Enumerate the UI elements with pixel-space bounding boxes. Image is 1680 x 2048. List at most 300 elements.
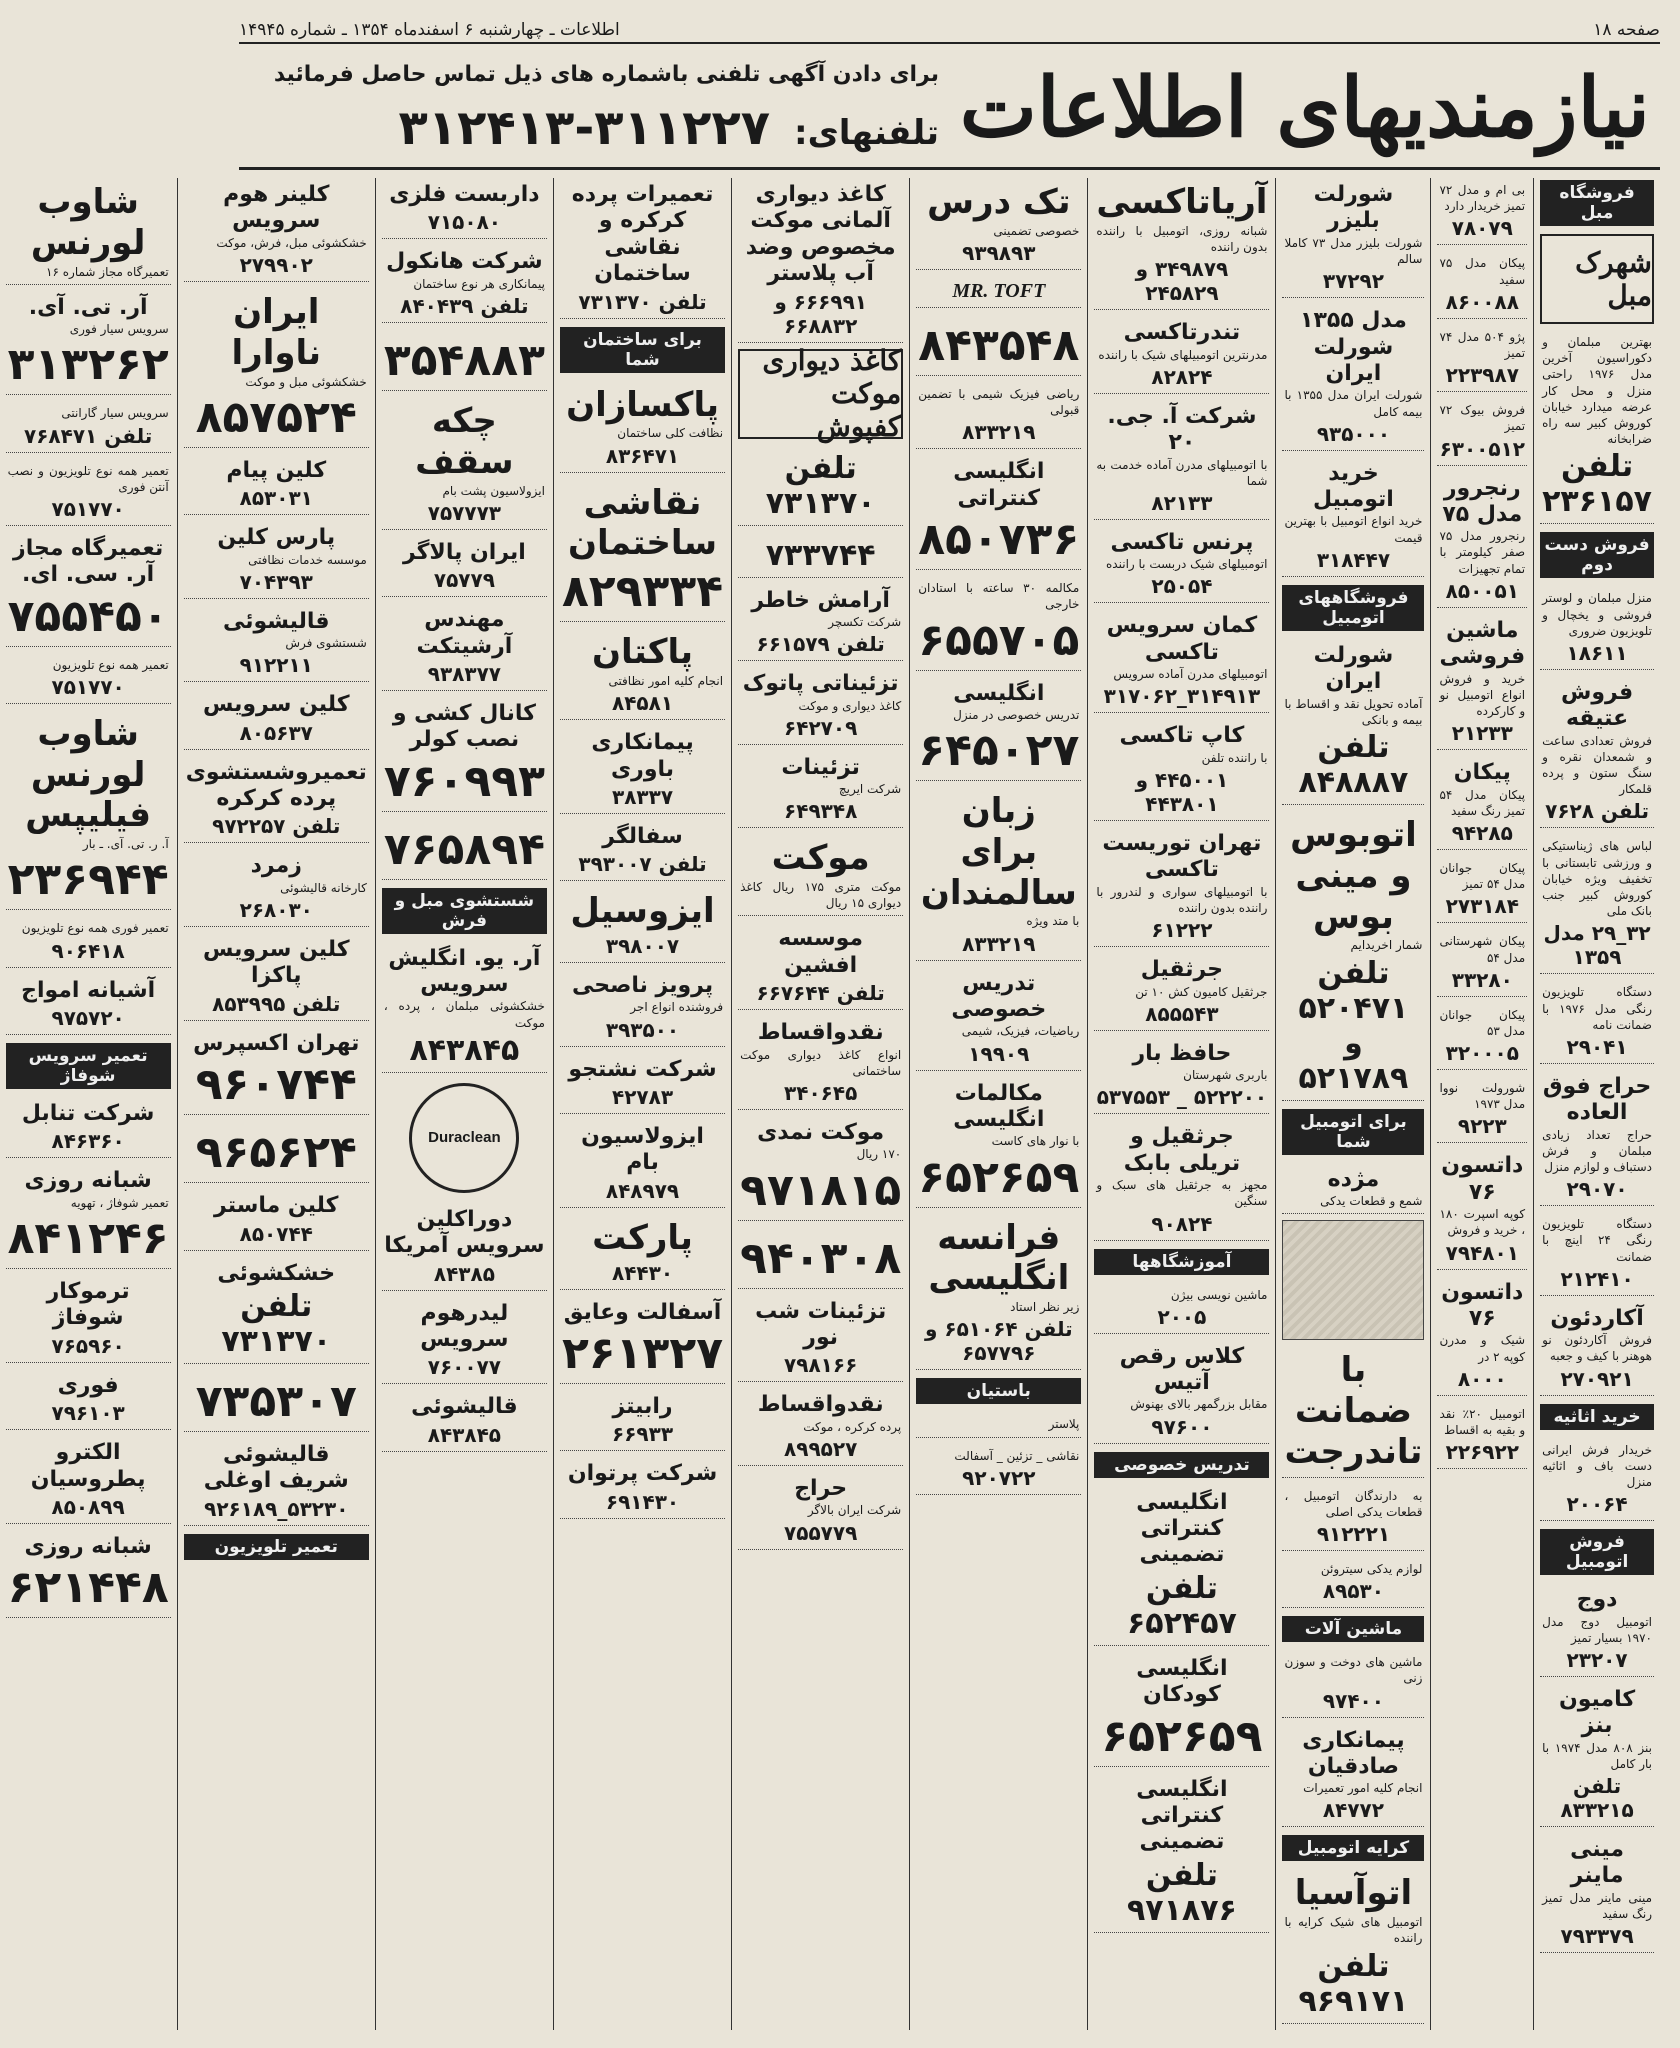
ad-body: شورلت ایران مدل ۱۳۵۵ با بیمه کامل: [1284, 388, 1423, 419]
classified-ad: [1094, 1340, 1269, 1444]
classified-ad: [738, 834, 903, 916]
ad-phone: ۷۵۱۷۷۰: [51, 496, 125, 521]
classified-ad: [1094, 1120, 1269, 1240]
ad-heading: جرثقیل و تریلی بابک: [1123, 1124, 1241, 1176]
ad-latin-text: MR. TOFT: [916, 276, 1081, 308]
ad-heading: نقدواقساط: [757, 1392, 884, 1418]
classified-ad: [184, 688, 369, 749]
ad-heading: ماشین فروشی: [1439, 617, 1526, 670]
ad-heading: پاکتان: [592, 632, 694, 673]
ad-phone: ۳۳۲۸۰: [1451, 967, 1513, 992]
classified-ad: [1437, 756, 1527, 850]
ad-phone: ۷۹۴۸۰۱: [1445, 1240, 1519, 1265]
phones-label: تلفنهای:: [794, 113, 939, 153]
classified-ad: [916, 382, 1081, 449]
ad-phone: ۲۳۲۰۷: [1566, 1647, 1628, 1672]
ad-phone: تلفن ۷۶۲۸: [1545, 799, 1649, 824]
ad-heading: داربست فلزی: [389, 182, 540, 207]
ad-logo: شهرک مبل: [1540, 234, 1654, 324]
category-header: فروش اتومبیل: [1540, 1529, 1654, 1575]
ad-body: بی ام و مدل ۷۲ تمیز خریدار دارد: [1439, 183, 1526, 214]
ad-body: پیکان جوانان مدل ۵۴ تمیز: [1439, 860, 1526, 892]
classified-ad: [6, 1436, 171, 1524]
ad-phone: تلفن ۹۷۲۲۵۷: [212, 814, 341, 839]
ad-heading: داتسون ۷۶: [1441, 1279, 1524, 1331]
classified-ad: [560, 479, 725, 623]
ad-heading: کلین پیام: [226, 457, 327, 483]
ad-phone: ۷۵۷۷۹: [433, 568, 495, 593]
classified-ad: [1094, 178, 1269, 310]
ad-phone: ۶۵۲۶۵۹: [1101, 1710, 1263, 1762]
ad-phone: تلفن ۷۶۸۴۷۱: [23, 423, 153, 448]
ad-body: با اتومبیلهای سواری و لندرور با راننده بدون راننده: [1096, 884, 1268, 915]
ad-phone: ۲۷۹۹۰۲: [239, 252, 313, 277]
ad-heading: پرنس تاکسی: [1110, 529, 1254, 555]
classified-ad: [6, 916, 171, 967]
ad-phone: ۶۵۵۷۰۵: [918, 614, 1080, 666]
ad-phone: ۳۹۸۰۰۷: [605, 934, 680, 959]
ad-body: پیکان مدل ۵۴ تمیز رنگ سفید: [1439, 787, 1526, 818]
ad-phone: ۲۹۰۴۱: [1566, 1034, 1628, 1059]
classified-ad: [382, 942, 547, 1073]
ad-phone: ۲۰۰۶۴: [1566, 1492, 1628, 1517]
ad-phone: ۸۶۰۰۸۸: [1445, 289, 1519, 314]
ad-phone: ۲۰۰۵: [1157, 1304, 1207, 1329]
ad-body: ماشین نویسی بیژن: [1170, 1287, 1268, 1302]
ad-heading: انگلیسی کودکان: [1136, 1655, 1228, 1708]
classified-ad: [916, 455, 1081, 570]
classified-ad: [184, 1121, 369, 1183]
ad-phone: ۷۵۱۷۷۰: [51, 674, 125, 699]
classified-ad: [1540, 1212, 1654, 1296]
ad-columns: [7, 178, 1660, 2030]
ad-phone: تلفن ۸۵۳۹۹۵: [212, 991, 341, 1016]
classified-ad: [184, 756, 369, 844]
ad-phone: ۷۶۵۸۹۴: [383, 823, 545, 875]
ad-heading: مینی ماینر: [1570, 1837, 1624, 1889]
ad-heading: آر. یو. انگلیش سرویس: [388, 945, 541, 998]
ad-heading: کامیون بنز: [1558, 1686, 1636, 1739]
ad-body: منزل مبلمان و لوستر فروشی و یخچال و تلویزیون ضروری: [1542, 591, 1652, 638]
category-header: کرایه اتومبیل: [1282, 1835, 1424, 1861]
ad-phone: ۸۹۵۳۰: [1322, 1579, 1384, 1604]
classified-ad: [184, 933, 369, 1021]
classified-ad: [560, 381, 725, 473]
classified-ad: [1282, 1484, 1424, 1551]
ad-body: فروش بیوک ۷۲ تمیز: [1439, 403, 1526, 434]
ad-phone: ۸۲۱۳۳: [1151, 490, 1213, 515]
ad-phone: ۹۲۲۳: [1457, 1114, 1507, 1139]
ad-phone: ۶۱۲۲۲: [1151, 918, 1213, 943]
ad-heading: کاپ تاکسی: [1119, 723, 1245, 749]
ad-heading: تزئیناتی پاتوک: [742, 671, 899, 697]
ad-body: پژو ۵۰۴ مدل ۷۴ تمیز: [1439, 329, 1526, 360]
ad-heading: ایزولاسیون بام: [581, 1124, 704, 1176]
ad-phone: تلفن ۶۶۷۶۴۴: [756, 981, 885, 1006]
ad-body: فروش آکاردئون نو هوهنر با کیف و جعبه: [1542, 1333, 1652, 1364]
classified-ad: [1282, 1163, 1424, 1215]
ad-body: با راننده تلفن: [1201, 750, 1268, 765]
ad-body: ریاضی فیزیک شیمی با تضمین قبولی: [918, 386, 1080, 418]
ad-phone: تلفن ۷۳۱۳۷۰: [578, 289, 707, 314]
ad-phone: ۸۹۹۵۲۷: [784, 1436, 858, 1461]
classified-ad: [382, 178, 547, 239]
ad-phone: ۸۵۷۵۲۴: [195, 391, 357, 443]
classified-ad: [6, 1530, 171, 1618]
classified-ad: [738, 532, 903, 578]
ad-body: اتومبیل دوج مدل ۱۹۷۰ بسیار تمیز: [1542, 1614, 1652, 1645]
ad-heading: تهران توریست تاکسی: [1102, 831, 1262, 883]
ad-phone: ۷۹۳۳۷۹: [1560, 1924, 1634, 1949]
ad-phone: ۹۱۲۲۲۱: [1316, 1521, 1391, 1546]
ad-column: [0, 178, 177, 2030]
ad-heading: مژده: [1327, 1166, 1380, 1192]
ad-column: [1430, 178, 1533, 2030]
classified-ad: [916, 1214, 1081, 1371]
ad-heading: آرامش خاطر: [751, 587, 890, 613]
category-header: باستیان: [916, 1378, 1081, 1404]
ad-body: مدرنترین اتومبیلهای شیک با راننده: [1098, 347, 1268, 362]
classified-ad: [6, 178, 171, 285]
ad-body: اتومبیل های شیک کرایه با راننده: [1284, 1915, 1423, 1946]
classified-ad: [1437, 1402, 1527, 1469]
classified-ad: [184, 605, 369, 683]
ad-phone: تلفن ۸۴۰۴۳۹: [400, 293, 529, 318]
ad-heading: شبانه روزی: [24, 1533, 152, 1559]
classified-ad: [382, 245, 547, 323]
ad-heading: با ضمانت تاندرجت: [1284, 1350, 1423, 1472]
ad-heading: کلین ماستر: [214, 1193, 339, 1219]
classified-ad: [916, 787, 1081, 961]
category-header: فروشگاه مبل: [1540, 180, 1654, 226]
ad-phone: ۸۴۴۳۰: [612, 1260, 674, 1285]
classified-ad: [1540, 980, 1654, 1064]
ad-phone: تلفن ۹۷۱۸۷۶: [1126, 1857, 1237, 1928]
classified-ad: [738, 922, 903, 1010]
ad-phone: ۶۲۱۴۴۸: [7, 1562, 169, 1614]
ad-phone: ۹۰۸۲۴: [1151, 1211, 1213, 1236]
classified-ad: [1540, 1583, 1654, 1677]
ad-phone: ۸۳۶۴۷۱: [605, 443, 680, 468]
ad-phone: ۸۲۸۲۴: [1151, 364, 1213, 389]
ad-column: [1533, 178, 1660, 2030]
ad-body: ماشین های دوخت و سوزن زنی: [1284, 1655, 1423, 1686]
masthead: [239, 52, 1660, 170]
ad-heading: پیمانکاری صادقیان: [1302, 1727, 1405, 1779]
ad-phone: ۸۰۵۶۳۷: [239, 720, 313, 745]
ad-body: بهترین مبلمان و دکوراسیون آخرین مدل ۱۹۷۶ راحتی منزل و محل کار عرضه میدارد خیابان کوروش کبیر سه راه ضرابخانه: [1542, 335, 1652, 447]
classified-ad: [560, 1120, 725, 1208]
classified-ad: [6, 291, 171, 396]
ad-body: حراج تعداد زیادی مبلمان و فرش دستباف و لوازم منزل: [1542, 1127, 1652, 1175]
ad-body: کوپه اسپرت ۱۸۰ ، خرید و فروش: [1439, 1207, 1526, 1238]
classified-ad: [1282, 1346, 1424, 1477]
ad-body: خریدار فرش ایرانی دست باف و اثاثیه منزل: [1542, 1442, 1652, 1489]
ad-heading: ایزوسیل: [570, 891, 715, 932]
ad-phone: ۸۰۰۰: [1457, 1366, 1507, 1391]
classified-ad: [382, 818, 547, 880]
ad-phone: ۶۹۱۴۳۰: [605, 1489, 680, 1514]
ad-heading: فرانسه انگلیسی: [928, 1217, 1070, 1299]
ad-phone: ۸۴۵۸۱: [612, 691, 674, 716]
ad-phone: ۶۴۲۷۰۹: [784, 715, 858, 740]
ad-heading: زبان برای سالمندان: [920, 791, 1077, 913]
ad-heading: کانال کشی و نصب کولر: [392, 700, 536, 753]
classified-ad: [1282, 178, 1424, 298]
ad-heading: سفالگر: [602, 823, 683, 849]
ad-column: [177, 178, 375, 2030]
classified-ad: [1282, 304, 1424, 451]
classified-ad: [738, 1016, 903, 1110]
top-strip: [239, 18, 1660, 44]
ad-heading: تعمیرگاه مجاز آر. سی. ای.: [13, 535, 164, 588]
ad-phone: ۷۵۷۷۷۳: [427, 500, 501, 525]
ad-heading: آریاتاکسی: [1096, 182, 1268, 222]
phones-numbers: ۳۱۲۴۱۳-۳۱۱۲۲۷: [398, 100, 771, 156]
ad-body: مینی ماینر مدل تمیز رنگ سفید: [1542, 1890, 1652, 1922]
ad-body: شرکت تکسچر: [828, 614, 902, 629]
ad-phone: ۶۴۹۳۴۸: [784, 799, 858, 824]
ad-phone: ۲۱۲۴۱۰: [1560, 1266, 1634, 1291]
ad-heading: فوری: [57, 1372, 119, 1398]
ad-heading: انگلیسی: [953, 680, 1045, 706]
ad-heading: مهندس آرشیتکت: [416, 607, 513, 659]
ad-heading: آر. تی. آی.: [28, 294, 148, 320]
ad-body: پیکان مدل ۷۵ سفید: [1439, 256, 1526, 287]
classified-ad: [1282, 1557, 1424, 1608]
ad-body: شورلت بلیزر مدل ۷۳ کاملا سالم: [1284, 235, 1423, 266]
category-header: فروشگاههای اتومبیل: [1282, 585, 1424, 631]
ad-heading: قالیشوئی شریف اوغلی: [203, 1442, 349, 1494]
ad-body: خشکشوئی مبلمان ، پرده ، موکت: [383, 999, 545, 1030]
classified-ad: [916, 178, 1081, 270]
classified-ad: [560, 1214, 725, 1290]
ad-phone: ۸۵۰۷۴۴: [239, 1221, 313, 1246]
classified-ad: [916, 1077, 1081, 1208]
classified-ad: [1437, 929, 1527, 996]
classified-ad: [738, 1472, 903, 1550]
ad-phone: ۷۵۵۴۵۰: [7, 590, 169, 642]
ad-phone: ۵۳۲۳۰_۹۲۶۱۸۹: [204, 1496, 349, 1521]
ad-heading: تعمیرات پرده کرکره و نقاشی ساختمان: [571, 182, 714, 287]
classified-ad: [560, 1053, 725, 1114]
ad-column: [909, 178, 1087, 2030]
classified-ad: [1282, 1869, 1424, 2023]
ad-phone: ۸۴۳۸۴۵: [409, 1032, 520, 1068]
classified-ad: [1437, 1276, 1527, 1396]
ad-phone: ۹۷۱۸۱۵: [740, 1164, 902, 1216]
classified-ad: [184, 454, 369, 515]
classified-ad: [1437, 325, 1527, 392]
ad-phone: تلفن ۸۳۳۲۱۵: [1560, 1774, 1634, 1823]
ad-phone: ۷۶۰۹۹۳: [383, 755, 545, 807]
ad-heading: تزئینات شب نور: [755, 1298, 887, 1350]
ad-heading: شرکت آ. جی. ۲۰: [1107, 403, 1257, 456]
classified-ad: [1094, 400, 1269, 520]
classified-ad: [382, 397, 547, 530]
ad-body: بنز ۸۰۸ مدل ۱۹۷۴ با بار کامل: [1542, 1740, 1653, 1771]
ad-body: مقابل بزرگمهر بالای بهنوش: [1130, 1397, 1268, 1412]
classified-ad: [184, 1370, 369, 1432]
classified-ad: [6, 1097, 171, 1158]
classified-ad: [1540, 1438, 1654, 1522]
classified-ad: [184, 1189, 369, 1250]
ad-phone: ۳۱۳۲۶۲: [7, 339, 169, 391]
ad-phone: ۶۳۰۰۵۱۲: [1439, 436, 1526, 461]
ad-phone: ۲۷۰۹۲۱: [1560, 1366, 1634, 1391]
ad-heading: پیکان: [1453, 760, 1511, 786]
classified-ad: [6, 1275, 171, 1363]
ad-phone: تلفن ۹۶۹۱۷۱: [1298, 1948, 1409, 2019]
classified-ad: [738, 1295, 903, 1383]
ad-body: دستگاه تلویزیون رنگی ۲۴ اینچ با ضمانت: [1542, 1217, 1652, 1264]
ad-body: موکت متری ۱۷۵ ریال کاغذ دیواری ۱۵ ریال: [740, 880, 902, 911]
classified-ad: [1094, 1283, 1269, 1334]
ad-phone: ۸۴۳۸۴۵: [427, 1422, 501, 1447]
classified-ad: [382, 1390, 547, 1451]
ad-heading: دوج: [1576, 1587, 1618, 1613]
ad-phone: ۹۶۵۶۲۴: [195, 1127, 357, 1179]
ad-heading: داتسون ۷۶: [1441, 1153, 1524, 1205]
ad-body: شیک و مدرن کوپه ۲ در: [1439, 1333, 1526, 1364]
classified-ad: [1540, 1302, 1654, 1396]
classified-ad: [1282, 1650, 1424, 1717]
classified-ad: [738, 667, 903, 745]
classified-ad: [1437, 1149, 1527, 1269]
ad-body: خشکشوئی مبل و موکت: [245, 374, 367, 389]
ad-phone: ۹۶۰۷۴۴: [195, 1059, 357, 1111]
ad-heading: تک درس: [927, 182, 1071, 222]
ad-phone: ۷۳۵۳۰۷: [195, 1376, 357, 1427]
ad-heading: حراج فوق العاده: [1542, 1073, 1652, 1126]
ad-column: [375, 178, 553, 2030]
ad-heading: موکت نمدی: [757, 1120, 885, 1146]
classified-ad: [1282, 1724, 1424, 1828]
ad-heading: پیمانکاری باوری: [591, 730, 694, 782]
classified-ad: [1540, 676, 1654, 829]
ad-body: مکالمه ۳۰ ساعته با استادان خارجی: [918, 581, 1080, 612]
classified-ad: [738, 1227, 903, 1289]
ad-body: زیر نظر استاد: [1010, 1300, 1080, 1315]
ad-heading: مدل ۱۳۵۵ شورلت ایران: [1300, 308, 1407, 386]
ad-phone: ۲۶۱۳۲۷: [561, 1328, 724, 1380]
ad-heading: شورلت ایران: [1313, 642, 1394, 695]
classified-ad: [1540, 330, 1654, 524]
ad-body: پیمانکاری هر نوع ساختمان: [413, 276, 545, 291]
ad-body: شمع و قطعات یدکی: [1320, 1193, 1423, 1208]
ad-body: شورولت نووا مدل ۱۹۷۳: [1439, 1081, 1526, 1112]
ad-heading: ایران ناوارا: [231, 291, 322, 373]
ad-phone: ۳۷۲۹۲: [1322, 269, 1384, 294]
ad-phone: ۳۸۳۳۷: [612, 784, 674, 809]
classified-ad: [916, 1412, 1081, 1437]
classified-ad: [916, 576, 1081, 670]
classified-ad: [1437, 251, 1527, 318]
ad-body: فروش تعدادی ساعت و شمعدان نقره و سنگ ستون و پرده قلمکار: [1542, 733, 1652, 797]
ad-heading: فروش عتیقه: [1561, 679, 1634, 732]
ad-body: ریاضیات، فیزیک، شیمی: [961, 1024, 1080, 1039]
ad-body: تعمیر فوری همه نوع تلویزیون: [21, 921, 169, 936]
duraclean-logo: Duraclean: [409, 1083, 519, 1193]
classified-ad: [1437, 398, 1527, 465]
ad-phone: ۸۴۳۵۴۸: [918, 319, 1080, 371]
ad-phone: ۷۶۵۹۶۰: [51, 1333, 125, 1358]
ad-body: تعمیر همه نوع تلویزیون و نصب آنتن فوری: [7, 463, 169, 494]
ad-phone: ۲۶۸۰۳۰: [239, 898, 313, 923]
ad-heading: الکترو پطروسیان: [30, 1440, 146, 1492]
ad-heading: آسفالت وعایق: [563, 1299, 722, 1325]
ad-phone: ۵۲۲۲۰۰ _ ۵۳۷۵۵۳: [1096, 1085, 1268, 1110]
ad-body: خصوصی تضمینی: [993, 223, 1080, 238]
classified-ad: [184, 849, 369, 927]
ad-body: نقاشی _ تزئین _ آسفالت: [954, 1448, 1080, 1463]
classified-ad: [1282, 811, 1424, 1101]
classified-ad: [1437, 856, 1527, 923]
ad-heading: شورلت بلیزر: [1313, 182, 1394, 234]
ad-body: آ. ر. تی. آی. ـ بار: [82, 837, 169, 852]
ad-phone: ۷۶۰۰۷۷: [427, 1355, 501, 1380]
ad-body: پیکان جوانان مدل ۵۳: [1439, 1007, 1526, 1038]
classified-ad: [6, 974, 171, 1035]
classified-ad: [560, 969, 725, 1047]
ad-phone: تلفن ۷۳۱۳۷۰: [221, 1289, 332, 1359]
ad-body: انواع کاغذ دیواری موکت ساختمانی: [740, 1047, 902, 1078]
ad-phone: ۹۷۴۰۰: [1322, 1688, 1384, 1713]
ad-heading: اتوآسیا: [1294, 1873, 1413, 1914]
ad-phone: ۸۴۶۳۶۰: [51, 1129, 125, 1154]
classified-ad: [6, 1164, 171, 1269]
edition-line: اطلاعات ـ چهارشنبه ۶ اسفندماه ۱۳۵۴ ـ شماره ۱۴۹۴۵: [239, 20, 620, 40]
ad-phone: ۹۱۲۲۱۱: [239, 653, 313, 678]
classified-ad: [184, 178, 369, 282]
ad-body: کارخانه قالیشوئی: [280, 880, 367, 895]
classified-ad: [184, 1257, 369, 1364]
masthead-note: برای دادن آگهی تلفنی باشماره های ذیل تماس حاصل فرمائید: [273, 62, 939, 87]
classified-ad: [1437, 1076, 1527, 1143]
classified-ad: [560, 178, 725, 319]
classified-ad: [1437, 1003, 1527, 1070]
ad-phone: تلفن ۳۹۳۰۰۷: [578, 852, 707, 877]
category-header: آموزشگاهها: [1094, 1249, 1269, 1275]
ad-phone: ۹۳۸۳۷۷: [427, 661, 501, 686]
ad-body: شرکت ایریچ: [838, 782, 902, 797]
ad-phone: ۷۹۸۱۶۶: [784, 1353, 858, 1378]
ad-body: باربری شهرستان: [1183, 1068, 1268, 1083]
ad-heading: اتوبوس و مینی بوس: [1290, 815, 1417, 937]
ad-phone: تلفن ۶۵۱۰۶۴ و ۶۵۷۷۹۶: [924, 1317, 1073, 1366]
ad-heading: قالیشوئی: [222, 608, 330, 634]
classified-ad: [738, 1388, 903, 1466]
ad-phone: ۸۳۳۲۱۹: [962, 931, 1036, 956]
category-header: خرید اثاثیه: [1540, 1404, 1654, 1430]
ad-heading: چکه سقف: [415, 400, 514, 482]
ad-phone: ۷۹۶۱۰۳: [51, 1401, 125, 1426]
classified-ad: [560, 726, 725, 814]
ad-body: اتومبیلهای مدرن آماده سرویس: [1113, 667, 1268, 682]
ad-phone: ۲۲۳۹۸۷: [1445, 363, 1519, 388]
ad-heading: کلینر هوم سرویس: [223, 182, 330, 234]
ad-body: خرید انواع اتومبیل با بهترین قیمت: [1284, 514, 1423, 545]
ad-body: سرویس سیار گارانتی: [61, 406, 169, 421]
ad-body: شبانه روزی، اتومبیل با راننده بدون راننده: [1096, 223, 1268, 254]
ad-phone: ۳۲۰۰۰۵: [1445, 1041, 1519, 1066]
ad-phone: ۳۱۴۹۱۳_۳۱۷۰۶۲: [1103, 684, 1261, 709]
ad-body: انجام کلیه امور نظافتی: [608, 673, 724, 688]
ad-phone: ۸۴۳۸۵: [433, 1261, 495, 1286]
ad-heading: لیدرهوم سرویس: [420, 1300, 509, 1353]
classified-ad: [184, 521, 369, 599]
classified-ad: [1094, 316, 1269, 394]
